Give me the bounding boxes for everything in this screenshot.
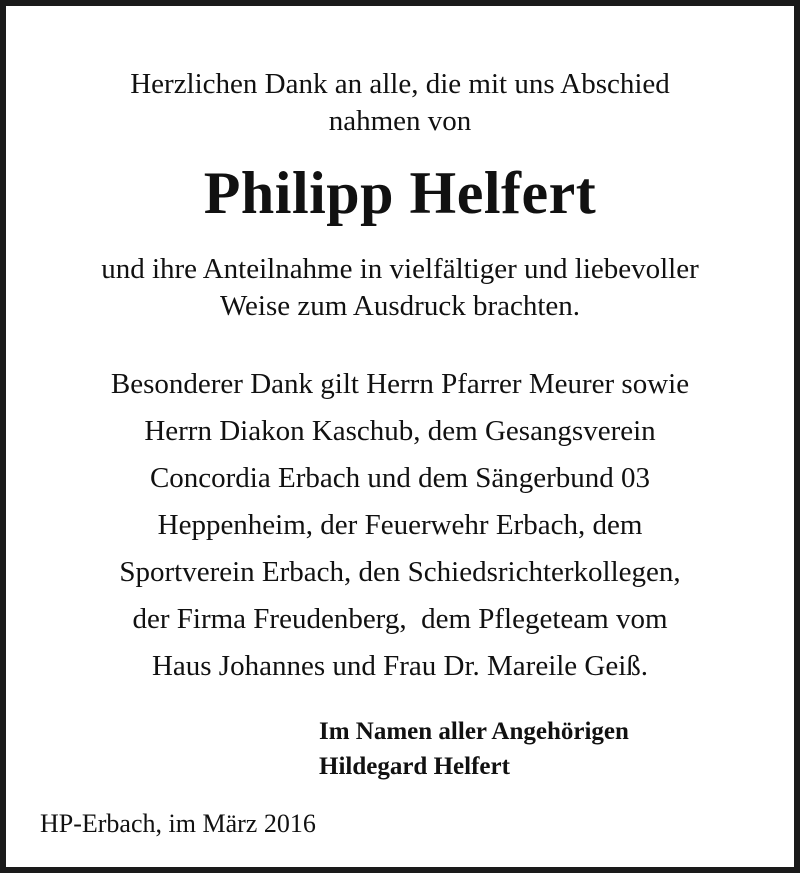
intro-line: Herzlichen Dank an alle, die mit uns Abschied bbox=[130, 68, 670, 100]
special-thanks-line: Sportverein Erbach, den Schiedsrichterkollegen, bbox=[119, 556, 681, 588]
place-date: HP-Erbach, im März 2016 bbox=[40, 809, 316, 838]
thanks-line: und ihre Anteilnahme in vielfältiger und liebevoller bbox=[101, 253, 699, 285]
thanks-line: Weise zum Ausdruck brachten. bbox=[219, 290, 581, 322]
intro-line: nahmen von bbox=[328, 105, 472, 137]
signature bbox=[319, 714, 629, 784]
thanks-text bbox=[6, 251, 794, 325]
special-thanks-line: der Firma Freudenberg, dem Pflegeteam vom bbox=[132, 603, 668, 635]
signature-line: Im Namen aller Angehörigen bbox=[319, 718, 629, 745]
special-thanks-line: Concordia Erbach und dem Sängerbund 03 bbox=[149, 462, 651, 494]
special-thanks-text bbox=[6, 361, 794, 690]
special-thanks-line: Haus Johannes und Frau Dr. Mareile Geiß. bbox=[151, 650, 649, 682]
special-thanks-line: Besonderer Dank gilt Herrn Pfarrer Meurer sowie bbox=[110, 368, 690, 400]
intro-text bbox=[6, 66, 794, 140]
signature-name: Hildegard Helfert bbox=[319, 753, 510, 780]
special-thanks-line: Heppenheim, der Feuerwehr Erbach, dem bbox=[157, 509, 643, 541]
special-thanks-line: Herrn Diakon Kaschub, dem Gesangsverein bbox=[144, 415, 656, 447]
deceased-name: Philipp Helfert bbox=[203, 160, 597, 226]
